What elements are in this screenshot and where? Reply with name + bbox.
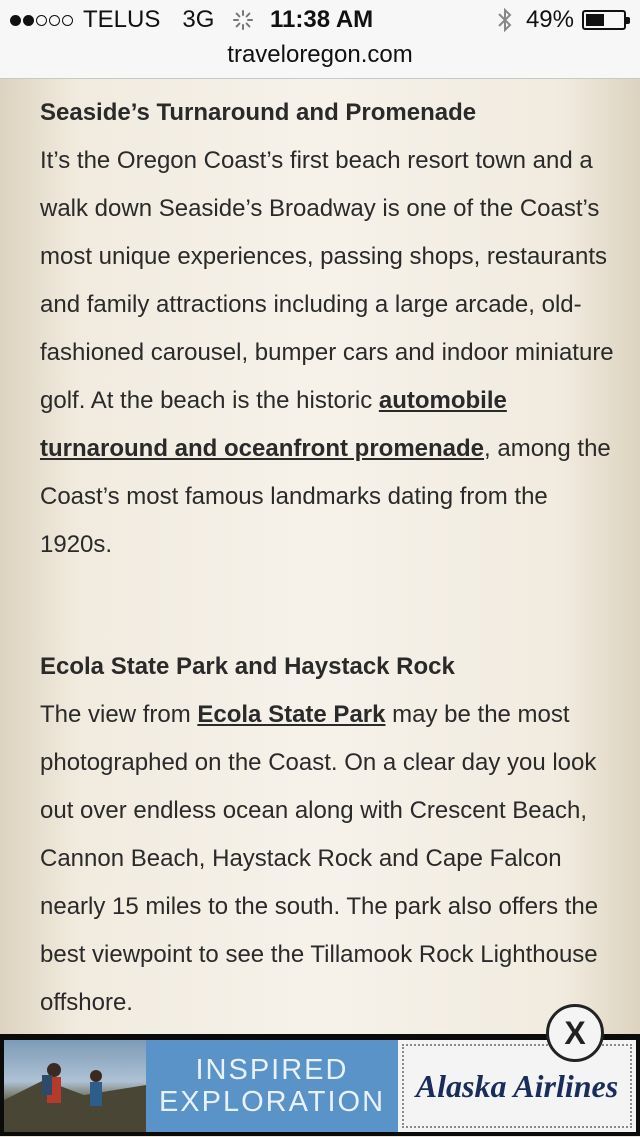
activity-spinner-icon (232, 9, 254, 31)
battery-icon (582, 10, 626, 30)
paragraph-text: may be the most photographed on the Coast. On a clear day you look out over endless ocean along with Crescent Beach, Cannon Beach, Haystack Rock and Cape Falcon nearly 15 miles to the south. The park also offers the best viewpoint to see the Tillamook Rock Lighthouse offshore. (40, 701, 599, 1016)
paragraph-text: , among the Coast’s most famous landmarks dating from the 1920s. (40, 435, 611, 558)
section-paragraph (40, 691, 615, 1027)
close-icon[interactable]: X (564, 1014, 586, 1051)
ad-creative[interactable] (4, 1040, 636, 1132)
section-heading: Seaside’s Turnaround and Promenade (40, 99, 477, 126)
close-ad-button[interactable] (546, 1004, 604, 1062)
section-paragraph (40, 137, 615, 569)
ad-banner[interactable] (0, 1034, 640, 1136)
clock: 11:38 AM (270, 6, 374, 33)
paragraph-text: The view from (40, 701, 198, 728)
turnaround-promenade-link[interactable]: automobile turnaround and oceanfront promenade (40, 387, 507, 462)
section-ecola (40, 651, 615, 1027)
ad-slogan-line2: EXPLORATION (158, 1086, 386, 1118)
address-bar[interactable] (0, 40, 640, 79)
url-text[interactable]: traveloregon.com (227, 41, 413, 68)
carrier-name: TELUS (83, 6, 161, 33)
article-content (0, 79, 640, 1034)
alaska-airlines-logo: Alaska Airlines (402, 1044, 632, 1128)
ecola-state-park-link[interactable]: Ecola State Park (197, 701, 386, 728)
signal-strength-icon (10, 15, 73, 26)
ad-slogan (146, 1040, 398, 1132)
paragraph-text: It’s the Oregon Coast’s first beach resort town and a walk down Seaside’s Broadway is one of the Coast’s most unique experiences, passing shops, restaurants and family attractions including a large arcade, old-fashioned carousel, bumper cars and indoor miniature golf. At the beach is the historic (40, 147, 614, 414)
hikers-photo (4, 1040, 146, 1132)
section-seaside (40, 97, 615, 569)
section-heading: Ecola State Park and Haystack Rock (40, 653, 455, 680)
network-type: 3G (182, 6, 215, 33)
status-bar (0, 0, 640, 40)
hikers-image (4, 1040, 146, 1132)
battery-percent: 49% (525, 6, 574, 33)
ad-slogan-line1: INSPIRED (195, 1054, 349, 1086)
bluetooth-icon (496, 7, 514, 33)
